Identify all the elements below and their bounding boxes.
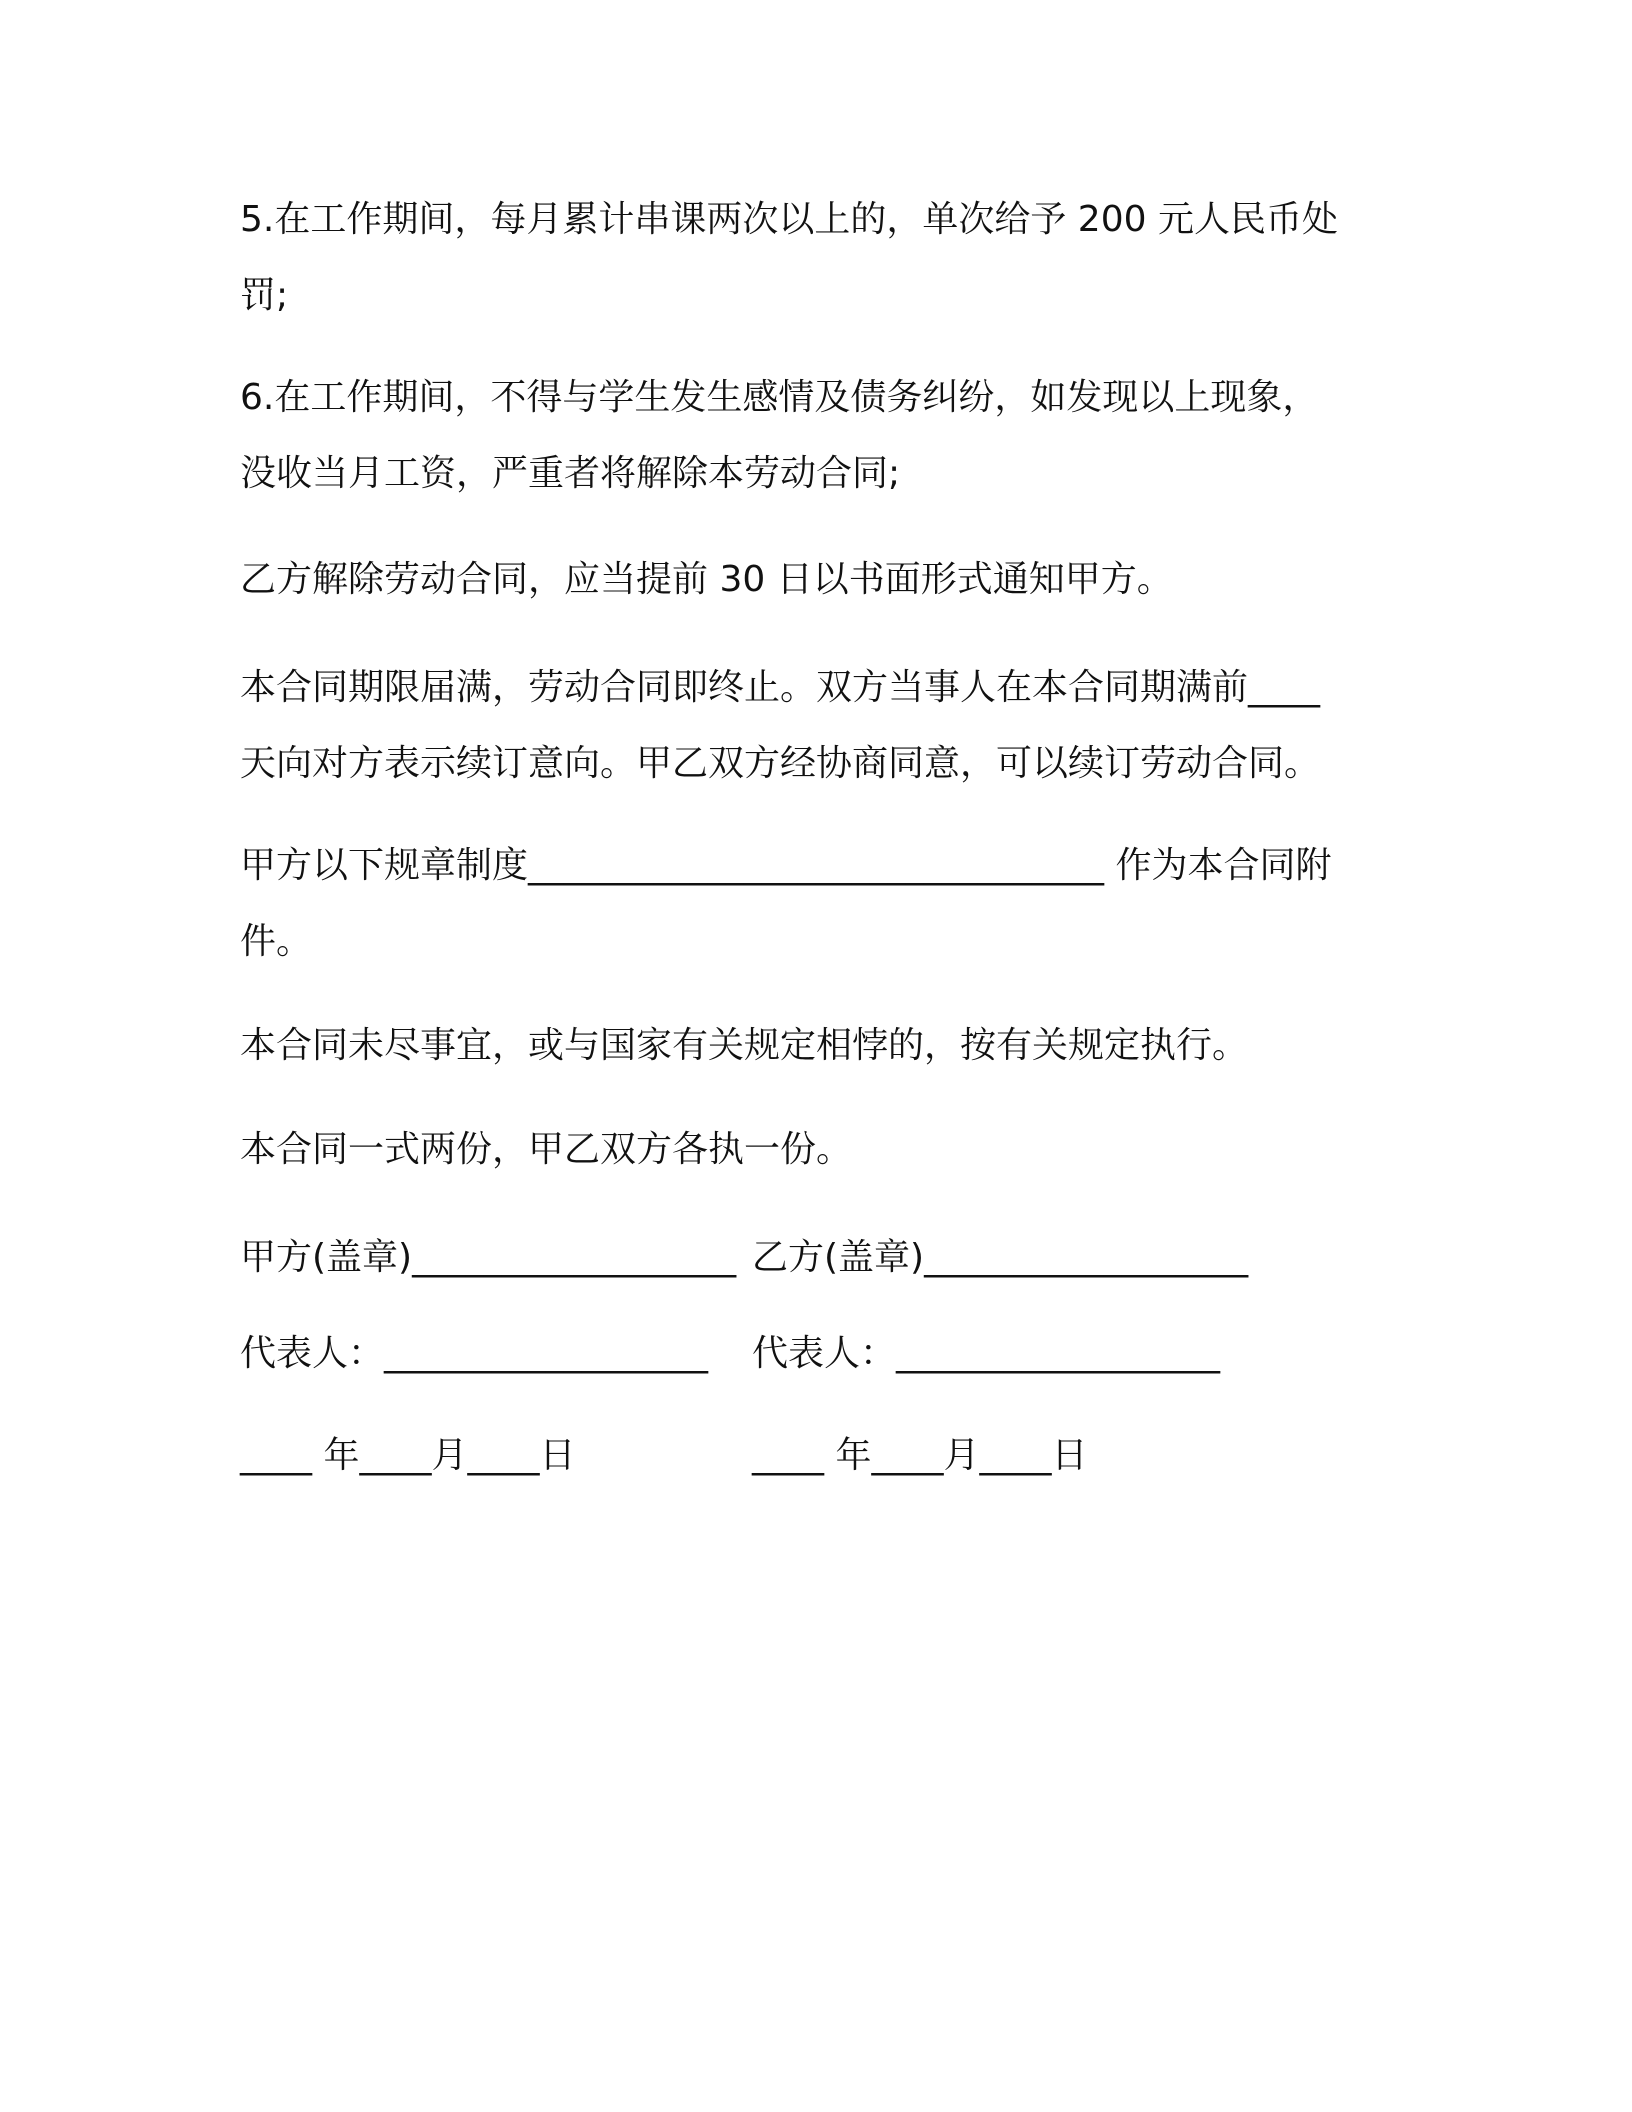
party-b-date: ____ 年____月____日 — [752, 1435, 1088, 1476]
unresolved-matters-line: 本合同未尽事宜，或与国家有关规定相悖的，按有关规定执行。 — [240, 1025, 1249, 1066]
termination-notice-line: 乙方解除劳动合同，应当提前 30 日以书面形式通知甲方。 — [240, 559, 1173, 600]
clause-5-line-2: 罚; — [240, 275, 289, 316]
regulations-line-2: 件。 — [240, 921, 313, 962]
clause-6-line-1: 6.在工作期间，不得与学生发生感情及债务纠纷，如发现以上现象， — [240, 377, 1319, 418]
expiry-line-1: 本合同期限届满，劳动合同即终止。双方当事人在本合同期满前____ — [240, 667, 1321, 708]
party-b-seal: 乙方(盖章)__________________ — [752, 1237, 1249, 1278]
copies-line: 本合同一式两份，甲乙双方各执一份。 — [240, 1129, 853, 1170]
party-a-seal: 甲方(盖章)__________________ — [240, 1237, 737, 1278]
regulations-line-1: 甲方以下规章制度________________________________ 作为本合同附 — [240, 845, 1332, 886]
expiry-line-2: 天向对方表示续订意向。甲乙双方经协商同意，可以续订劳动合同。 — [240, 743, 1321, 784]
clause-6-line-2: 没收当月工资，严重者将解除本劳动合同; — [240, 453, 901, 494]
clause-5-line-1: 5.在工作期间，每月累计串课两次以上的，单次给予 200 元人民币处 — [240, 199, 1338, 240]
party-a-representative: 代表人：__________________ — [240, 1333, 709, 1374]
party-a-date: ____ 年____月____日 — [240, 1435, 576, 1476]
party-b-representative: 代表人：__________________ — [752, 1333, 1221, 1374]
